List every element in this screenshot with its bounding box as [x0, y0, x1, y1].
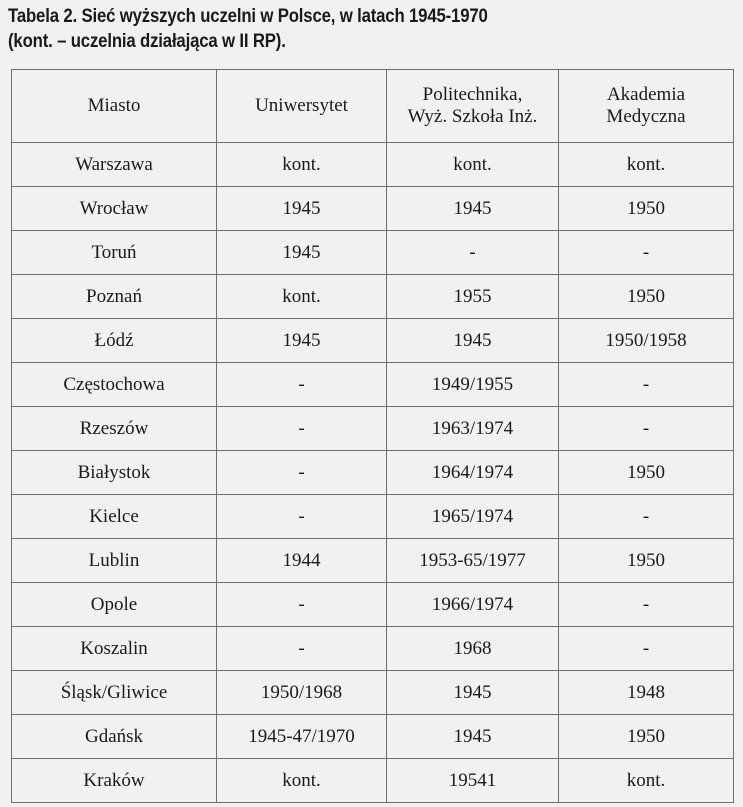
city-cell: Częstochowa — [12, 363, 217, 407]
table-body — [12, 143, 734, 803]
university-cell: - — [217, 495, 387, 539]
table-row — [12, 407, 734, 451]
universities-table — [11, 69, 734, 803]
university-cell: - — [217, 363, 387, 407]
table-row — [12, 583, 734, 627]
medical-academy-cell: - — [559, 363, 734, 407]
medical-academy-cell: - — [559, 495, 734, 539]
table-row — [12, 363, 734, 407]
university-cell: 1944 — [217, 539, 387, 583]
university-cell: 1945-47/1970 — [217, 715, 387, 759]
polytechnic-cell: 1953-65/1977 — [387, 539, 559, 583]
medical-academy-cell: - — [559, 231, 734, 275]
table-row — [12, 451, 734, 495]
header-city-label: Miasto — [87, 95, 141, 116]
city-cell: Białystok — [12, 451, 217, 495]
header-medical-academy — [559, 70, 734, 143]
table-row — [12, 495, 734, 539]
table-row — [12, 275, 734, 319]
city-cell: Kielce — [12, 495, 217, 539]
table-row — [12, 671, 734, 715]
polytechnic-cell: 1945 — [387, 671, 559, 715]
caption-note: (kont. – uczelnia działająca w II RP). — [8, 30, 286, 52]
medical-academy-cell: 1950 — [559, 715, 734, 759]
polytechnic-cell: - — [387, 231, 559, 275]
university-cell: 1950/1968 — [217, 671, 387, 715]
table-row — [12, 143, 734, 187]
city-cell: Warszawa — [12, 143, 217, 187]
medical-academy-cell: 1950 — [559, 451, 734, 495]
university-cell: 1945 — [217, 319, 387, 363]
header-polytechnic — [387, 70, 559, 143]
university-cell: - — [217, 451, 387, 495]
university-cell: - — [217, 627, 387, 671]
polytechnic-cell: 1955 — [387, 275, 559, 319]
university-cell: kont. — [217, 759, 387, 803]
medical-academy-cell: 1950 — [559, 539, 734, 583]
medical-academy-cell: 1950 — [559, 187, 734, 231]
table-row — [12, 187, 734, 231]
city-cell: Śląsk/Gliwice — [12, 671, 217, 715]
polytechnic-cell: 1966/1974 — [387, 583, 559, 627]
caption-title: Tabela 2. Sieć wyższych uczelni w Polsce, w latach 1945-1970 — [8, 5, 488, 27]
table-header — [12, 70, 734, 143]
polytechnic-cell: 1945 — [387, 715, 559, 759]
table-caption — [8, 4, 632, 54]
header-row — [12, 70, 734, 143]
city-cell: Kraków — [12, 759, 217, 803]
polytechnic-cell: 1949/1955 — [387, 363, 559, 407]
university-cell: 1945 — [217, 231, 387, 275]
city-cell: Lublin — [12, 539, 217, 583]
medical-academy-cell: - — [559, 583, 734, 627]
medical-academy-cell: kont. — [559, 143, 734, 187]
header-city — [12, 70, 217, 143]
polytechnic-cell: kont. — [387, 143, 559, 187]
table-row — [12, 231, 734, 275]
university-cell: 1945 — [217, 187, 387, 231]
medical-academy-cell: 1950/1958 — [559, 319, 734, 363]
city-cell: Łódź — [12, 319, 217, 363]
medical-academy-cell: kont. — [559, 759, 734, 803]
table-row — [12, 319, 734, 363]
city-cell: Poznań — [12, 275, 217, 319]
city-cell: Koszalin — [12, 627, 217, 671]
polytechnic-cell: 1964/1974 — [387, 451, 559, 495]
header-medical-line2: Medyczna — [606, 106, 686, 127]
table-row — [12, 759, 734, 803]
header-polytechnic-line1: Politechnika, — [422, 84, 523, 105]
header-university-label: Uniwersytet — [255, 95, 348, 116]
medical-academy-cell: 1948 — [559, 671, 734, 715]
header-polytechnic-line2: Wyż. Szkoła Inż. — [407, 106, 538, 127]
polytechnic-cell: 1945 — [387, 187, 559, 231]
university-cell: - — [217, 407, 387, 451]
polytechnic-cell: 1963/1974 — [387, 407, 559, 451]
polytechnic-cell: 19541 — [387, 759, 559, 803]
city-cell: Opole — [12, 583, 217, 627]
polytechnic-cell: 1945 — [387, 319, 559, 363]
city-cell: Wrocław — [12, 187, 217, 231]
table-row — [12, 715, 734, 759]
city-cell: Gdańsk — [12, 715, 217, 759]
medical-academy-cell: 1950 — [559, 275, 734, 319]
university-cell: - — [217, 583, 387, 627]
medical-academy-cell: - — [559, 407, 734, 451]
university-cell: kont. — [217, 143, 387, 187]
city-cell: Rzeszów — [12, 407, 217, 451]
header-medical-line1: Akademia — [606, 84, 686, 105]
table-row — [12, 627, 734, 671]
university-cell: kont. — [217, 275, 387, 319]
polytechnic-cell: 1965/1974 — [387, 495, 559, 539]
city-cell: Toruń — [12, 231, 217, 275]
table-row — [12, 539, 734, 583]
medical-academy-cell: - — [559, 627, 734, 671]
polytechnic-cell: 1968 — [387, 627, 559, 671]
header-university — [217, 70, 387, 143]
